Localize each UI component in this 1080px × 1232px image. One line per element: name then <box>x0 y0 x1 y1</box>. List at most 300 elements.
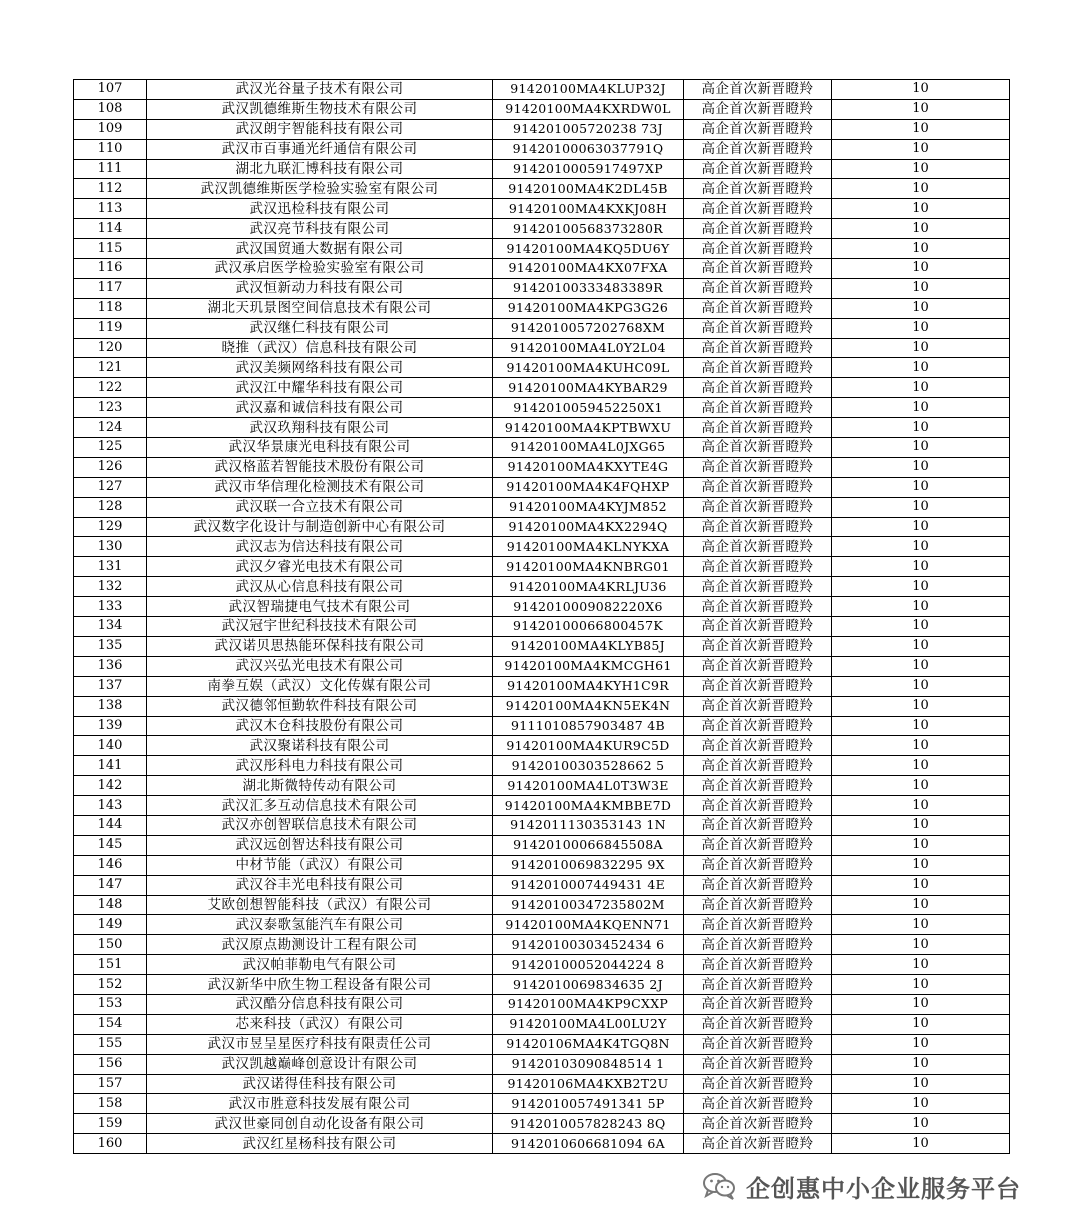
award-type-cell: 高企首次新晋瞪羚 <box>684 656 832 676</box>
company-name-cell: 湖北天玑景图空间信息技术有限公司 <box>147 298 493 318</box>
award-type-cell: 高企首次新晋瞪羚 <box>684 1114 832 1134</box>
award-type-cell: 高企首次新晋瞪羚 <box>684 676 832 696</box>
amount-cell: 10 <box>832 457 1010 477</box>
table-row <box>74 537 1010 557</box>
amount-cell: 10 <box>832 1034 1010 1054</box>
credit-code-cell: 91420106MA4KXB2T2U <box>493 1074 684 1094</box>
row-number-cell: 140 <box>74 736 147 756</box>
row-number-cell: 129 <box>74 517 147 537</box>
award-type-cell: 高企首次新晋瞪羚 <box>684 1094 832 1114</box>
amount-cell: 10 <box>832 636 1010 656</box>
table-row <box>74 358 1010 378</box>
award-type-cell: 高企首次新晋瞪羚 <box>684 438 832 458</box>
credit-code-cell: 91420100333483389R <box>493 278 684 298</box>
amount-cell: 10 <box>832 199 1010 219</box>
award-type-cell: 高企首次新晋瞪羚 <box>684 298 832 318</box>
company-name-cell: 武汉远创智达科技有限公司 <box>147 835 493 855</box>
table-row <box>74 1094 1010 1114</box>
company-name-cell: 武汉亮节科技有限公司 <box>147 219 493 239</box>
row-number-cell: 147 <box>74 875 147 895</box>
company-name-cell: 湖北斯微特传动有限公司 <box>147 776 493 796</box>
table-row <box>74 935 1010 955</box>
row-number-cell: 119 <box>74 318 147 338</box>
table-row <box>74 696 1010 716</box>
company-name-cell: 武汉泰歌氢能汽车有限公司 <box>147 915 493 935</box>
row-number-cell: 120 <box>74 338 147 358</box>
amount-cell: 10 <box>832 438 1010 458</box>
company-name-cell: 武汉朗宇智能科技有限公司 <box>147 119 493 139</box>
company-name-cell: 武汉世豪同创自动化设备有限公司 <box>147 1114 493 1134</box>
amount-cell: 10 <box>832 80 1010 100</box>
table-row <box>74 139 1010 159</box>
table-row <box>74 776 1010 796</box>
row-number-cell: 126 <box>74 457 147 477</box>
award-type-cell: 高企首次新晋瞪羚 <box>684 935 832 955</box>
company-name-cell: 武汉数字化设计与制造创新中心有限公司 <box>147 517 493 537</box>
amount-cell: 10 <box>832 1014 1010 1034</box>
table-row <box>74 656 1010 676</box>
amount-cell: 10 <box>832 278 1010 298</box>
credit-code-cell: 91420100MA4KMBBE7D <box>493 796 684 816</box>
credit-code-cell: 91420100MA4KXKJ08H <box>493 199 684 219</box>
row-number-cell: 156 <box>74 1054 147 1074</box>
amount-cell: 10 <box>832 915 1010 935</box>
company-name-cell: 武汉志为信达科技有限公司 <box>147 537 493 557</box>
table-row <box>74 1074 1010 1094</box>
amount-cell: 10 <box>832 975 1010 995</box>
table-row <box>74 1134 1010 1154</box>
table-row <box>74 457 1010 477</box>
row-number-cell: 160 <box>74 1134 147 1154</box>
table-row <box>74 159 1010 179</box>
company-name-cell: 武汉迅检科技有限公司 <box>147 199 493 219</box>
company-list-table-container <box>73 79 1009 1154</box>
amount-cell: 10 <box>832 736 1010 756</box>
amount-cell: 10 <box>832 159 1010 179</box>
table-row <box>74 239 1010 259</box>
row-number-cell: 117 <box>74 278 147 298</box>
row-number-cell: 148 <box>74 895 147 915</box>
award-type-cell: 高企首次新晋瞪羚 <box>684 955 832 975</box>
credit-code-cell: 91420100MA4L00LU2Y <box>493 1014 684 1034</box>
company-name-cell: 中材节能（武汉）有限公司 <box>147 855 493 875</box>
company-name-cell: 武汉德邻恒勤软件科技有限公司 <box>147 696 493 716</box>
table-row <box>74 796 1010 816</box>
row-number-cell: 123 <box>74 398 147 418</box>
amount-cell: 10 <box>832 796 1010 816</box>
award-type-cell: 高企首次新晋瞪羚 <box>684 875 832 895</box>
row-number-cell: 150 <box>74 935 147 955</box>
amount-cell: 10 <box>832 1094 1010 1114</box>
award-type-cell: 高企首次新晋瞪羚 <box>684 517 832 537</box>
row-number-cell: 144 <box>74 815 147 835</box>
award-type-cell: 高企首次新晋瞪羚 <box>684 199 832 219</box>
award-type-cell: 高企首次新晋瞪羚 <box>684 597 832 617</box>
company-name-cell: 武汉亦创智联信息技术有限公司 <box>147 815 493 835</box>
table-row <box>74 895 1010 915</box>
row-number-cell: 153 <box>74 994 147 1014</box>
row-number-cell: 114 <box>74 219 147 239</box>
amount-cell: 10 <box>832 537 1010 557</box>
award-type-cell: 高企首次新晋瞪羚 <box>684 159 832 179</box>
credit-code-cell: 9142010059452250X1 <box>493 398 684 418</box>
credit-code-cell: 91420100303452434 6 <box>493 935 684 955</box>
table-row <box>74 835 1010 855</box>
amount-cell: 10 <box>832 1054 1010 1074</box>
amount-cell: 10 <box>832 298 1010 318</box>
table-row <box>74 557 1010 577</box>
row-number-cell: 158 <box>74 1094 147 1114</box>
row-number-cell: 142 <box>74 776 147 796</box>
credit-code-cell: 91420100052044224 8 <box>493 955 684 975</box>
row-number-cell: 149 <box>74 915 147 935</box>
credit-code-cell: 91420100MA4KX07FXA <box>493 259 684 279</box>
company-name-cell: 武汉市昱呈星医疗科技有限责任公司 <box>147 1034 493 1054</box>
wechat-icon <box>702 1171 738 1201</box>
row-number-cell: 146 <box>74 855 147 875</box>
amount-cell: 10 <box>832 935 1010 955</box>
table-row <box>74 955 1010 975</box>
table-row <box>74 477 1010 497</box>
row-number-cell: 107 <box>74 80 147 100</box>
amount-cell: 10 <box>832 119 1010 139</box>
company-name-cell: 武汉帕菲勒电气有限公司 <box>147 955 493 975</box>
watermark-text: 企创惠中小企业服务平台 <box>746 1174 1021 1203</box>
company-name-cell: 武汉美频网络科技有限公司 <box>147 358 493 378</box>
table-body <box>74 80 1010 1154</box>
table-row <box>74 855 1010 875</box>
amount-cell: 10 <box>832 318 1010 338</box>
award-type-cell: 高企首次新晋瞪羚 <box>684 915 832 935</box>
amount-cell: 10 <box>832 179 1010 199</box>
company-name-cell: 湖北九联汇博科技有限公司 <box>147 159 493 179</box>
amount-cell: 10 <box>832 99 1010 119</box>
award-type-cell: 高企首次新晋瞪羚 <box>684 1134 832 1154</box>
table-row <box>74 676 1010 696</box>
award-type-cell: 高企首次新晋瞪羚 <box>684 756 832 776</box>
company-name-cell: 武汉谷丰光电科技有限公司 <box>147 875 493 895</box>
row-number-cell: 134 <box>74 617 147 637</box>
company-name-cell: 武汉华景康光电科技有限公司 <box>147 438 493 458</box>
amount-cell: 10 <box>832 955 1010 975</box>
amount-cell: 10 <box>832 477 1010 497</box>
row-number-cell: 133 <box>74 597 147 617</box>
row-number-cell: 151 <box>74 955 147 975</box>
table-row <box>74 875 1010 895</box>
award-type-cell: 高企首次新晋瞪羚 <box>684 457 832 477</box>
table-row <box>74 756 1010 776</box>
credit-code-cell: 91420100MA4L0T3W3E <box>493 776 684 796</box>
table-row <box>74 398 1010 418</box>
company-name-cell: 武汉玖翔科技有限公司 <box>147 418 493 438</box>
credit-code-cell: 91420100MA4KMCGH61 <box>493 656 684 676</box>
amount-cell: 10 <box>832 259 1010 279</box>
credit-code-cell: 91420100MA4KNBRG01 <box>493 557 684 577</box>
award-type-cell: 高企首次新晋瞪羚 <box>684 378 832 398</box>
amount-cell: 10 <box>832 994 1010 1014</box>
award-type-cell: 高企首次新晋瞪羚 <box>684 1054 832 1074</box>
table-row <box>74 1014 1010 1034</box>
credit-code-cell: 9142010009082220X6 <box>493 597 684 617</box>
credit-code-cell: 9142010057491341 5P <box>493 1094 684 1114</box>
amount-cell: 10 <box>832 398 1010 418</box>
award-type-cell: 高企首次新晋瞪羚 <box>684 219 832 239</box>
company-name-cell: 武汉红星杨科技有限公司 <box>147 1134 493 1154</box>
table-row <box>74 119 1010 139</box>
amount-cell: 10 <box>832 656 1010 676</box>
award-type-cell: 高企首次新晋瞪羚 <box>684 975 832 995</box>
company-name-cell: 南拳互娱（武汉）文化传媒有限公司 <box>147 676 493 696</box>
row-number-cell: 122 <box>74 378 147 398</box>
award-type-cell: 高企首次新晋瞪羚 <box>684 239 832 259</box>
company-name-cell: 武汉恒新动力科技有限公司 <box>147 278 493 298</box>
credit-code-cell: 91420100MA4L0JXG65 <box>493 438 684 458</box>
amount-cell: 10 <box>832 696 1010 716</box>
row-number-cell: 112 <box>74 179 147 199</box>
table-row <box>74 298 1010 318</box>
award-type-cell: 高企首次新晋瞪羚 <box>684 696 832 716</box>
row-number-cell: 157 <box>74 1074 147 1094</box>
row-number-cell: 115 <box>74 239 147 259</box>
table-row <box>74 1114 1010 1134</box>
row-number-cell: 128 <box>74 497 147 517</box>
row-number-cell: 131 <box>74 557 147 577</box>
table-row <box>74 617 1010 637</box>
credit-code-cell: 9142011130353143 1N <box>493 815 684 835</box>
credit-code-cell: 91420100MA4K4FQHXP <box>493 477 684 497</box>
row-number-cell: 145 <box>74 835 147 855</box>
company-name-cell: 武汉智瑞捷电气技术有限公司 <box>147 597 493 617</box>
table-row <box>74 318 1010 338</box>
amount-cell: 10 <box>832 139 1010 159</box>
company-name-cell: 武汉国贸通大数据有限公司 <box>147 239 493 259</box>
award-type-cell: 高企首次新晋瞪羚 <box>684 855 832 875</box>
award-type-cell: 高企首次新晋瞪羚 <box>684 119 832 139</box>
credit-code-cell: 91420103090848514 1 <box>493 1054 684 1074</box>
credit-code-cell: 91420100MA4KYH1C9R <box>493 676 684 696</box>
table-row <box>74 219 1010 239</box>
award-type-cell: 高企首次新晋瞪羚 <box>684 398 832 418</box>
company-name-cell: 武汉新华中欣生物工程设备有限公司 <box>147 975 493 995</box>
award-type-cell: 高企首次新晋瞪羚 <box>684 617 832 637</box>
award-type-cell: 高企首次新晋瞪羚 <box>684 477 832 497</box>
company-name-cell: 武汉酷分信息科技有限公司 <box>147 994 493 1014</box>
amount-cell: 10 <box>832 855 1010 875</box>
award-type-cell: 高企首次新晋瞪羚 <box>684 1014 832 1034</box>
table-row <box>74 597 1010 617</box>
credit-code-cell: 91420100MA4KYJM852 <box>493 497 684 517</box>
award-type-cell: 高企首次新晋瞪羚 <box>684 835 832 855</box>
credit-code-cell: 9111010857903487 4B <box>493 716 684 736</box>
table-row <box>74 994 1010 1014</box>
company-list-table <box>73 79 1010 1154</box>
row-number-cell: 125 <box>74 438 147 458</box>
credit-code-cell: 91420100066800457K <box>493 617 684 637</box>
company-name-cell: 武汉凯越巅峰创意设计有限公司 <box>147 1054 493 1074</box>
company-name-cell: 武汉兴弘光电技术有限公司 <box>147 656 493 676</box>
amount-cell: 10 <box>832 815 1010 835</box>
row-number-cell: 111 <box>74 159 147 179</box>
row-number-cell: 124 <box>74 418 147 438</box>
table-row <box>74 716 1010 736</box>
row-number-cell: 137 <box>74 676 147 696</box>
watermark <box>702 1168 1021 1204</box>
credit-code-cell: 91420100568373280R <box>493 219 684 239</box>
row-number-cell: 121 <box>74 358 147 378</box>
award-type-cell: 高企首次新晋瞪羚 <box>684 259 832 279</box>
table-row <box>74 378 1010 398</box>
company-name-cell: 艾欧创想智能科技（武汉）有限公司 <box>147 895 493 915</box>
company-name-cell: 武汉嘉和诚信科技有限公司 <box>147 398 493 418</box>
credit-code-cell: 9142010057828243 8Q <box>493 1114 684 1134</box>
company-name-cell: 武汉从心信息科技有限公司 <box>147 577 493 597</box>
company-name-cell: 武汉聚诺科技有限公司 <box>147 736 493 756</box>
table-row <box>74 815 1010 835</box>
credit-code-cell: 9142010069832295 9X <box>493 855 684 875</box>
credit-code-cell: 91420100MA4KRLJU36 <box>493 577 684 597</box>
credit-code-cell: 91420100MA4KXYTE4G <box>493 457 684 477</box>
credit-code-cell: 91420106MA4K4TGQ8N <box>493 1034 684 1054</box>
company-name-cell: 武汉联一合立技术有限公司 <box>147 497 493 517</box>
company-name-cell: 武汉市胜意科技发展有限公司 <box>147 1094 493 1114</box>
table-row <box>74 438 1010 458</box>
credit-code-cell: 91420100MA4KUR9C5D <box>493 736 684 756</box>
row-number-cell: 159 <box>74 1114 147 1134</box>
amount-cell: 10 <box>832 676 1010 696</box>
award-type-cell: 高企首次新晋瞪羚 <box>684 577 832 597</box>
amount-cell: 10 <box>832 617 1010 637</box>
company-name-cell: 芯来科技（武汉）有限公司 <box>147 1014 493 1034</box>
award-type-cell: 高企首次新晋瞪羚 <box>684 895 832 915</box>
amount-cell: 10 <box>832 338 1010 358</box>
award-type-cell: 高企首次新晋瞪羚 <box>684 358 832 378</box>
award-type-cell: 高企首次新晋瞪羚 <box>684 318 832 338</box>
amount-cell: 10 <box>832 557 1010 577</box>
row-number-cell: 110 <box>74 139 147 159</box>
company-name-cell: 武汉格蓝若智能技术股份有限公司 <box>147 457 493 477</box>
company-name-cell: 武汉夕睿光电技术有限公司 <box>147 557 493 577</box>
award-type-cell: 高企首次新晋瞪羚 <box>684 418 832 438</box>
row-number-cell: 109 <box>74 119 147 139</box>
table-row <box>74 975 1010 995</box>
row-number-cell: 155 <box>74 1034 147 1054</box>
credit-code-cell: 91420100303528662 5 <box>493 756 684 776</box>
award-type-cell: 高企首次新晋瞪羚 <box>684 1034 832 1054</box>
row-number-cell: 113 <box>74 199 147 219</box>
company-name-cell: 武汉原点勘测设计工程有限公司 <box>147 935 493 955</box>
amount-cell: 10 <box>832 577 1010 597</box>
credit-code-cell: 9142010606681094 6A <box>493 1134 684 1154</box>
amount-cell: 10 <box>832 1074 1010 1094</box>
award-type-cell: 高企首次新晋瞪羚 <box>684 278 832 298</box>
table-row <box>74 278 1010 298</box>
row-number-cell: 139 <box>74 716 147 736</box>
row-number-cell: 135 <box>74 636 147 656</box>
award-type-cell: 高企首次新晋瞪羚 <box>684 736 832 756</box>
award-type-cell: 高企首次新晋瞪羚 <box>684 815 832 835</box>
company-name-cell: 武汉光谷量子技术有限公司 <box>147 80 493 100</box>
amount-cell: 10 <box>832 517 1010 537</box>
row-number-cell: 132 <box>74 577 147 597</box>
amount-cell: 10 <box>832 219 1010 239</box>
row-number-cell: 152 <box>74 975 147 995</box>
credit-code-cell: 91420100MA4KLNYKXA <box>493 537 684 557</box>
table-row <box>74 1034 1010 1054</box>
credit-code-cell: 9142010069834635 2J <box>493 975 684 995</box>
company-name-cell: 武汉市百事通光纤通信有限公司 <box>147 139 493 159</box>
table-row <box>74 338 1010 358</box>
amount-cell: 10 <box>832 716 1010 736</box>
amount-cell: 10 <box>832 378 1010 398</box>
row-number-cell: 138 <box>74 696 147 716</box>
credit-code-cell: 91420100MA4KYBAR29 <box>493 378 684 398</box>
amount-cell: 10 <box>832 497 1010 517</box>
award-type-cell: 高企首次新晋瞪羚 <box>684 99 832 119</box>
company-name-cell: 武汉诺贝思热能环保科技有限公司 <box>147 636 493 656</box>
award-type-cell: 高企首次新晋瞪羚 <box>684 557 832 577</box>
amount-cell: 10 <box>832 776 1010 796</box>
company-name-cell: 武汉凯德维斯生物技术有限公司 <box>147 99 493 119</box>
award-type-cell: 高企首次新晋瞪羚 <box>684 776 832 796</box>
table-row <box>74 99 1010 119</box>
award-type-cell: 高企首次新晋瞪羚 <box>684 497 832 517</box>
company-name-cell: 武汉彤科电力科技有限公司 <box>147 756 493 776</box>
credit-code-cell: 91420100MA4L0Y2L04 <box>493 338 684 358</box>
amount-cell: 10 <box>832 756 1010 776</box>
credit-code-cell: 91420100347235802M <box>493 895 684 915</box>
credit-code-cell: 91420100MA4KQENN71 <box>493 915 684 935</box>
company-name-cell: 武汉诺得佳科技有限公司 <box>147 1074 493 1094</box>
credit-code-cell: 91420100MA4KP9CXXP <box>493 994 684 1014</box>
row-number-cell: 154 <box>74 1014 147 1034</box>
company-name-cell: 武汉继仁科技有限公司 <box>147 318 493 338</box>
award-type-cell: 高企首次新晋瞪羚 <box>684 636 832 656</box>
row-number-cell: 141 <box>74 756 147 776</box>
table-row <box>74 1054 1010 1074</box>
table-row <box>74 259 1010 279</box>
table-row <box>74 497 1010 517</box>
credit-code-cell: 91420100MA4KN5EK4N <box>493 696 684 716</box>
amount-cell: 10 <box>832 835 1010 855</box>
award-type-cell: 高企首次新晋瞪羚 <box>684 537 832 557</box>
table-row <box>74 577 1010 597</box>
row-number-cell: 116 <box>74 259 147 279</box>
company-name-cell: 武汉木仓科技股份有限公司 <box>147 716 493 736</box>
amount-cell: 10 <box>832 895 1010 915</box>
amount-cell: 10 <box>832 1134 1010 1154</box>
amount-cell: 10 <box>832 358 1010 378</box>
table-row <box>74 418 1010 438</box>
award-type-cell: 高企首次新晋瞪羚 <box>684 716 832 736</box>
credit-code-cell: 91420100066845508A <box>493 835 684 855</box>
row-number-cell: 143 <box>74 796 147 816</box>
amount-cell: 10 <box>832 1114 1010 1134</box>
credit-code-cell: 91420100MA4KPTBWXU <box>493 418 684 438</box>
award-type-cell: 高企首次新晋瞪羚 <box>684 80 832 100</box>
credit-code-cell: 91420100MA4KQ5DU6Y <box>493 239 684 259</box>
award-type-cell: 高企首次新晋瞪羚 <box>684 338 832 358</box>
credit-code-cell: 91420100MA4KLYB85J <box>493 636 684 656</box>
amount-cell: 10 <box>832 597 1010 617</box>
row-number-cell: 130 <box>74 537 147 557</box>
row-number-cell: 118 <box>74 298 147 318</box>
credit-code-cell: 91420100MA4KLUP32J <box>493 80 684 100</box>
company-name-cell: 武汉凯德维斯医学检验实验室有限公司 <box>147 179 493 199</box>
table-row <box>74 517 1010 537</box>
credit-code-cell: 91420100MA4KPG3G26 <box>493 298 684 318</box>
company-name-cell: 武汉冠宇世纪科技技术有限公司 <box>147 617 493 637</box>
row-number-cell: 108 <box>74 99 147 119</box>
